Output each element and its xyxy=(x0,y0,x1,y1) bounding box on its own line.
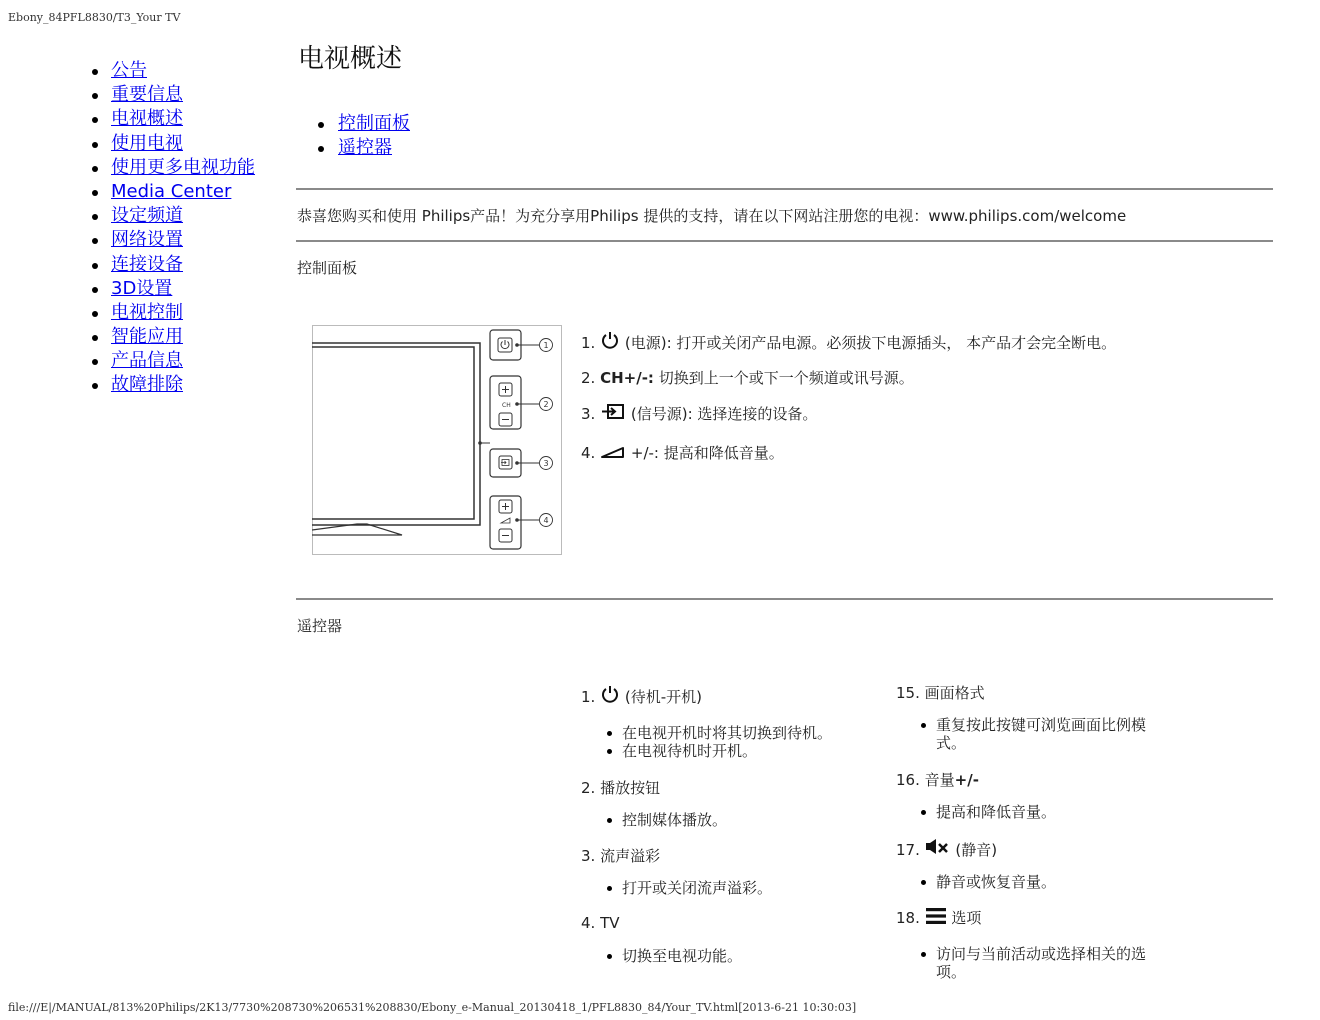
remote-item-heading xyxy=(896,682,985,703)
remote-item-details xyxy=(605,811,727,829)
list-item: 在电视开机时将其切换到待机。 xyxy=(605,724,832,742)
page-title: 电视概述 xyxy=(298,44,403,74)
list-number: 3. xyxy=(581,405,596,423)
list-number: 2. xyxy=(581,369,596,387)
remote-item-title: (静音) xyxy=(955,841,998,859)
list-number: 17. xyxy=(896,841,920,859)
sidebar-item-tv-overview xyxy=(92,107,255,131)
list-number: 16. xyxy=(896,771,920,789)
divider xyxy=(296,240,1273,242)
remote-item-heading xyxy=(581,914,620,932)
source-icon xyxy=(600,403,626,421)
remote-item-title: 流声溢彩 xyxy=(600,847,661,865)
sidebar-link-channels[interactable]: 设定频道 xyxy=(111,205,183,227)
list-item: 切换至电视功能。 xyxy=(605,947,742,965)
list-item xyxy=(581,403,817,424)
list-item: 控制媒体播放。 xyxy=(605,811,727,829)
control-panel-heading: 控制面板 xyxy=(297,259,358,277)
sidebar-link-3d[interactable]: 3D设置 xyxy=(111,277,173,299)
callout-number: 1 xyxy=(543,341,549,350)
sidebar-link-more-features[interactable]: 使用更多电视功能 xyxy=(111,156,255,178)
sidebar-item-troubleshooting xyxy=(92,373,255,397)
sidebar-item-media-center xyxy=(92,180,255,204)
list-number: 1. xyxy=(581,688,596,706)
list-number: 4. xyxy=(581,914,596,932)
sidebar-item-network xyxy=(92,228,255,252)
remote-item-details xyxy=(605,947,742,965)
list-text: +/-: 提高和降低音量。 xyxy=(630,444,784,462)
remote-item-title: (待机-开机) xyxy=(624,688,702,706)
list-number: 1. xyxy=(581,334,596,352)
list-text: (信号源): 选择连接的设备。 xyxy=(630,405,818,423)
divider xyxy=(296,598,1273,600)
remote-item-title: 画面格式 xyxy=(924,684,985,702)
sidebar-item-product-info xyxy=(92,349,255,373)
list-item: 打开或关闭流声溢彩。 xyxy=(605,879,772,897)
sidebar-item-smart-apps xyxy=(92,325,255,349)
sidebar-link-troubleshooting[interactable]: 故障排除 xyxy=(111,374,183,396)
list-number: 15. xyxy=(896,684,920,702)
sidebar-item-important xyxy=(92,83,255,107)
list-number: 18. xyxy=(896,909,920,927)
mute-icon xyxy=(925,837,951,857)
callout-number: 4 xyxy=(543,516,549,525)
sidebar-link-tv-overview[interactable]: 电视概述 xyxy=(111,108,183,130)
menu-icon xyxy=(925,907,947,925)
print-footer: file:///E|/MANUAL/813%20Philips/2K13/7730%208730%206531%208830/Ebony_e-Manual_20130418_1/PFL8830_84/Your_TV.html[2013-6-21 10:30:03] xyxy=(8,1001,857,1014)
remote-item-heading xyxy=(581,845,660,866)
sidebar-link-connect[interactable]: 连接设备 xyxy=(111,253,183,275)
sidebar-item-tv-control xyxy=(92,301,255,325)
list-number: 4. xyxy=(581,444,596,462)
list-item: 在电视待机时开机。 xyxy=(605,742,832,760)
callout-number: 2 xyxy=(543,400,549,409)
toc-item-control-panel xyxy=(318,112,410,136)
list-text: (电源): 打开或关闭产品电源。必须拔下电源插头， 本产品才会完全断电。 xyxy=(624,334,1117,352)
welcome-text: 恭喜您购买和使用 Philips产品！为充分享用Philips 提供的支持，请在以下网站注册您的电视：www.philips.com/welcome xyxy=(297,207,1127,225)
remote-item-title: TV xyxy=(600,914,620,932)
table-of-contents xyxy=(318,112,410,160)
sidebar-item-use-tv xyxy=(92,132,255,156)
sidebar-item-more-features xyxy=(92,156,255,180)
remote-item-details xyxy=(605,879,772,897)
remote-item-details xyxy=(919,945,1164,981)
remote-item-heading xyxy=(581,684,702,707)
remote-item-suffix: +/- xyxy=(954,771,979,789)
power-icon xyxy=(600,330,620,350)
sidebar-link-media-center[interactable]: Media Center xyxy=(111,180,232,202)
toc-item-remote xyxy=(318,136,410,160)
remote-item-title: 播放按钮 xyxy=(600,779,661,797)
list-item: 重复按此按键可浏览画面比例模式。 xyxy=(919,716,1164,752)
callout-number: 3 xyxy=(543,459,549,468)
remote-item-details xyxy=(919,716,1164,752)
list-item: 提高和降低音量。 xyxy=(919,803,1056,821)
remote-item-title: 选项 xyxy=(951,909,982,927)
remote-item-heading xyxy=(896,837,997,860)
list-item xyxy=(581,330,1116,353)
remote-item-details xyxy=(919,803,1056,821)
remote-item-title: 音量 xyxy=(924,771,955,789)
sidebar-item-channels xyxy=(92,204,255,228)
sidebar-link-use-tv[interactable]: 使用电视 xyxy=(111,132,183,154)
sidebar-nav xyxy=(92,59,255,398)
toc-link-control-panel[interactable]: 控制面板 xyxy=(338,113,410,134)
sidebar-link-important[interactable]: 重要信息 xyxy=(111,84,183,106)
control-panel-illustration xyxy=(312,325,562,555)
sidebar-link-announcement[interactable]: 公告 xyxy=(111,60,147,81)
sidebar-link-product-info[interactable]: 产品信息 xyxy=(111,350,183,372)
list-number: 3. xyxy=(581,847,596,865)
remote-item-heading xyxy=(896,907,981,928)
list-number: 2. xyxy=(581,779,596,797)
control-panel-list xyxy=(581,326,1261,476)
divider xyxy=(296,188,1273,190)
list-item xyxy=(581,442,784,463)
sidebar-item-connect xyxy=(92,253,255,277)
list-text: 切换到上一个或下一个频道或讯号源。 xyxy=(658,369,914,387)
ch-mark-label: CH xyxy=(502,402,511,409)
remote-item-details xyxy=(605,724,832,760)
sidebar-item-3d xyxy=(92,277,255,301)
toc-link-remote[interactable]: 遥控器 xyxy=(338,137,392,158)
list-label: CH+/-: xyxy=(600,369,654,387)
remote-heading: 遥控器 xyxy=(297,617,343,635)
sidebar-link-smart-apps[interactable]: 智能应用 xyxy=(111,326,183,348)
sidebar-link-network[interactable]: 网络设置 xyxy=(111,229,183,251)
remote-item-heading xyxy=(581,777,660,798)
power-icon xyxy=(600,684,620,704)
remote-item-details xyxy=(919,873,1056,891)
list-item: 静音或恢复音量。 xyxy=(919,873,1056,891)
sidebar-item-announcement xyxy=(92,59,255,83)
volume-icon xyxy=(600,444,626,460)
print-header: Ebony_84PFL8830/T3_Your TV xyxy=(8,11,181,24)
list-item: 访问与当前活动或选择相关的选项。 xyxy=(919,945,1164,981)
list-item xyxy=(581,367,914,388)
remote-item-heading xyxy=(896,769,979,790)
sidebar-link-tv-control[interactable]: 电视控制 xyxy=(111,301,183,323)
